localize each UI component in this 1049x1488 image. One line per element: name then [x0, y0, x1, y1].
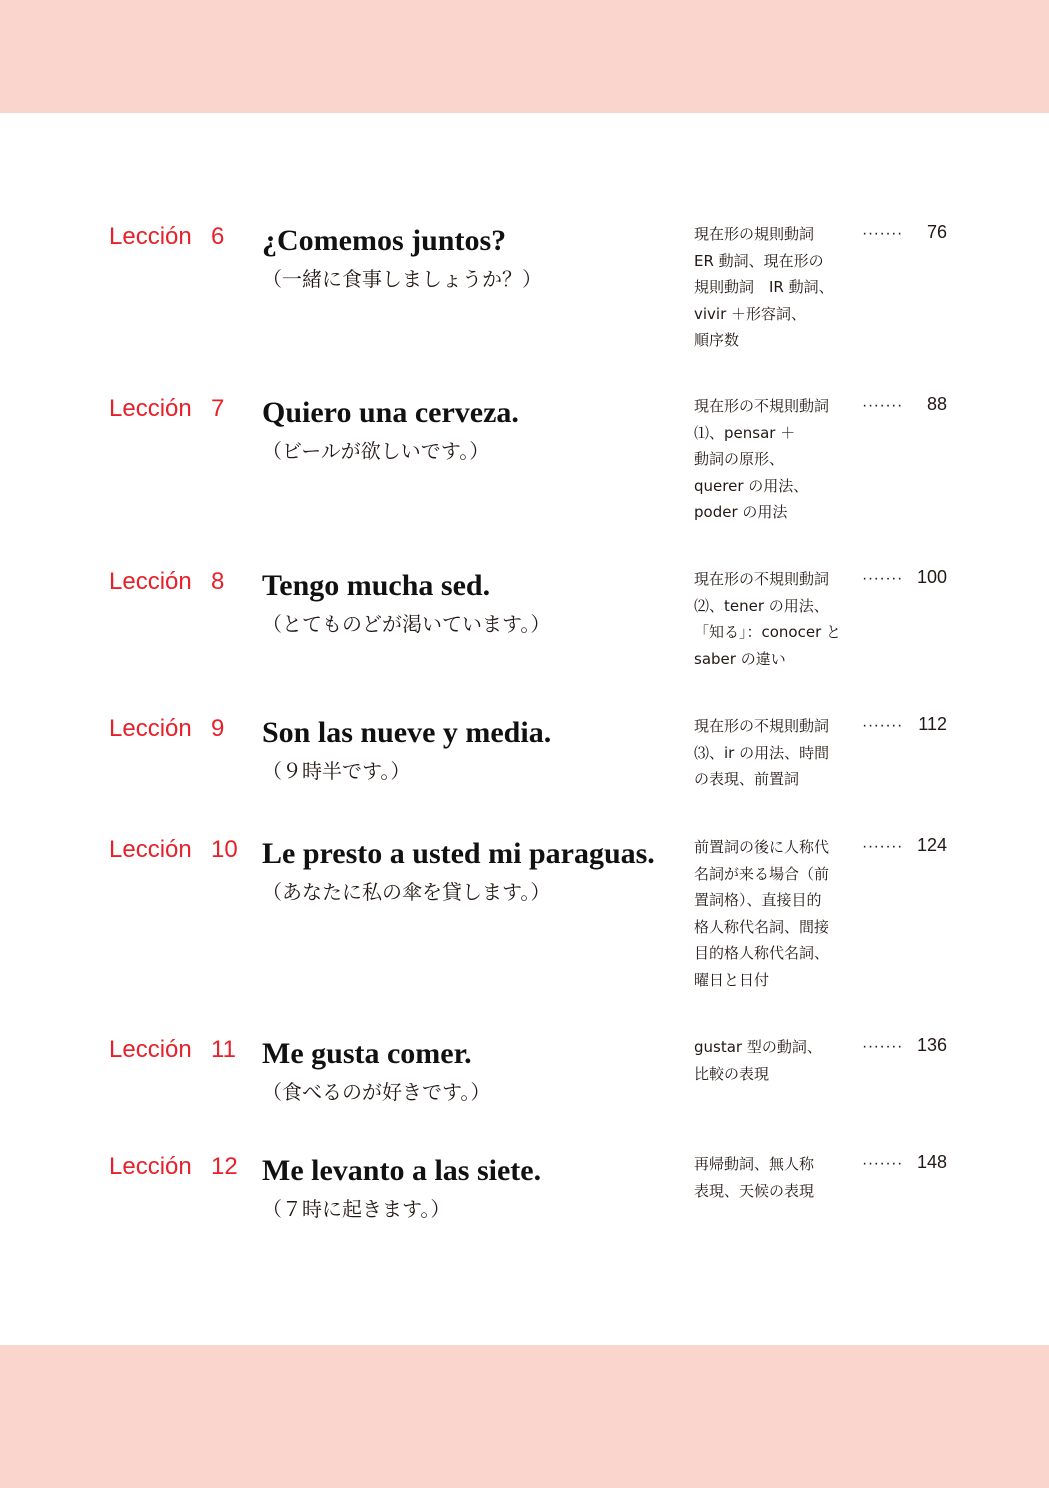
- lesson-topics: [694, 1151, 856, 1204]
- lesson-title: Quiero una cerveza.: [262, 396, 519, 429]
- topic-line: 現在形の規則動詞: [694, 225, 815, 243]
- page-number: 112: [918, 714, 947, 734]
- page-number: 100: [916, 567, 947, 587]
- topic-line: ⑴、pensar ＋: [694, 423, 796, 442]
- topic-line: poder の用法: [694, 503, 788, 521]
- lesson-title: Me levanto a las siete.: [262, 1154, 542, 1187]
- topic-line: ⑵、tener の用法、: [694, 596, 829, 615]
- lesson-number: 8: [211, 568, 225, 595]
- lesson-label: Lección: [109, 715, 192, 742]
- topic-line: gustar 型の動詞、: [694, 1038, 822, 1056]
- lesson-translation: （一緒に食事しましょうか？）: [262, 267, 542, 291]
- dot-leader: ·······: [862, 397, 903, 414]
- page-number: 148: [916, 1152, 947, 1172]
- page-number: 124: [916, 835, 947, 855]
- header-band: [0, 0, 1049, 113]
- lesson-translation: （とてものどが渇いています。）: [262, 612, 551, 636]
- lesson-label: Lección: [109, 223, 192, 250]
- lesson-title: ¿Comemos juntos?: [262, 224, 507, 257]
- lesson-title: Le presto a usted mi paraguas.: [262, 837, 655, 870]
- topic-line: 前置詞の後に人称代: [694, 838, 830, 856]
- lesson-topics: [694, 566, 856, 672]
- lesson-translation: （食べるのが好きです。）: [262, 1080, 491, 1104]
- topic-line: 現在形の不規則動詞: [694, 570, 830, 588]
- topic-line: 再帰動詞、無人称: [694, 1155, 815, 1173]
- page-number: 76: [926, 222, 947, 242]
- topic-line: 名詞が来る場合（前: [694, 864, 830, 883]
- lesson-number: 12: [211, 1153, 238, 1180]
- lesson-topics: [694, 834, 856, 993]
- lesson-number: 11: [211, 1036, 236, 1063]
- lesson-number: 9: [211, 715, 225, 742]
- dot-leader: ·······: [862, 225, 903, 242]
- topic-line: 目的格人称代名詞、: [694, 944, 830, 962]
- footer-band: [0, 1345, 1049, 1488]
- lesson-topics: [694, 393, 856, 526]
- lesson-translation: （９時半です。）: [262, 759, 411, 783]
- dot-leader: ·······: [862, 717, 903, 734]
- lesson-title: Me gusta comer.: [262, 1037, 472, 1070]
- topic-line: ER 動詞、現在形の: [694, 251, 824, 270]
- topic-line: 比較の表現: [694, 1064, 770, 1083]
- lesson-label: Lección: [109, 1036, 192, 1063]
- lesson-number: 10: [211, 836, 238, 863]
- lesson-topics: [694, 1034, 856, 1087]
- lesson-topics: [694, 713, 856, 793]
- dot-leader: ·······: [862, 570, 903, 587]
- lesson-topics: [694, 221, 856, 354]
- topic-line: vivir ＋形容詞、: [694, 304, 807, 323]
- lesson-translation: （７時に起きます。）: [262, 1197, 451, 1221]
- topic-line: の表現、前置詞: [694, 770, 800, 788]
- lesson-translation: （あなたに私の傘を貸します。）: [262, 880, 551, 904]
- lesson-label: Lección: [109, 395, 192, 422]
- page-number: 88: [926, 394, 947, 414]
- lesson-translation: （ビールが欲しいです。）: [262, 439, 490, 463]
- lesson-number: 7: [211, 395, 225, 422]
- topic-line: 現在形の不規則動詞: [694, 397, 830, 415]
- topic-line: 規則動詞 IR 動詞、: [694, 278, 834, 296]
- lesson-label: Lección: [109, 836, 192, 863]
- topic-line: 表現、天候の表現: [694, 1181, 815, 1200]
- topic-line: 「知る」：conocer と: [694, 623, 842, 641]
- topic-line: 順序数: [694, 331, 740, 349]
- lesson-title: Tengo mucha sed.: [262, 569, 491, 602]
- dot-leader: ·······: [862, 838, 903, 855]
- topic-line: saber の違い: [694, 649, 786, 668]
- topic-line: 置詞格）、直接目的: [694, 891, 822, 909]
- topic-line: 動詞の原形、: [694, 450, 785, 468]
- topic-line: 現在形の不規則動詞: [694, 717, 830, 735]
- topic-line: 格人称代名詞、間接: [694, 917, 830, 936]
- dot-leader: ·······: [862, 1155, 903, 1172]
- lesson-title: Son las nueve y media.: [262, 716, 552, 749]
- topic-line: querer の用法、: [694, 476, 809, 495]
- lesson-label: Lección: [109, 1153, 192, 1180]
- dot-leader: ·······: [862, 1038, 903, 1055]
- topic-line: ⑶、ir の用法、時間: [694, 743, 830, 762]
- page-number: 136: [916, 1035, 947, 1055]
- lesson-number: 6: [211, 223, 225, 250]
- lesson-label: Lección: [109, 568, 192, 595]
- topic-line: 曜日と日付: [694, 970, 770, 989]
